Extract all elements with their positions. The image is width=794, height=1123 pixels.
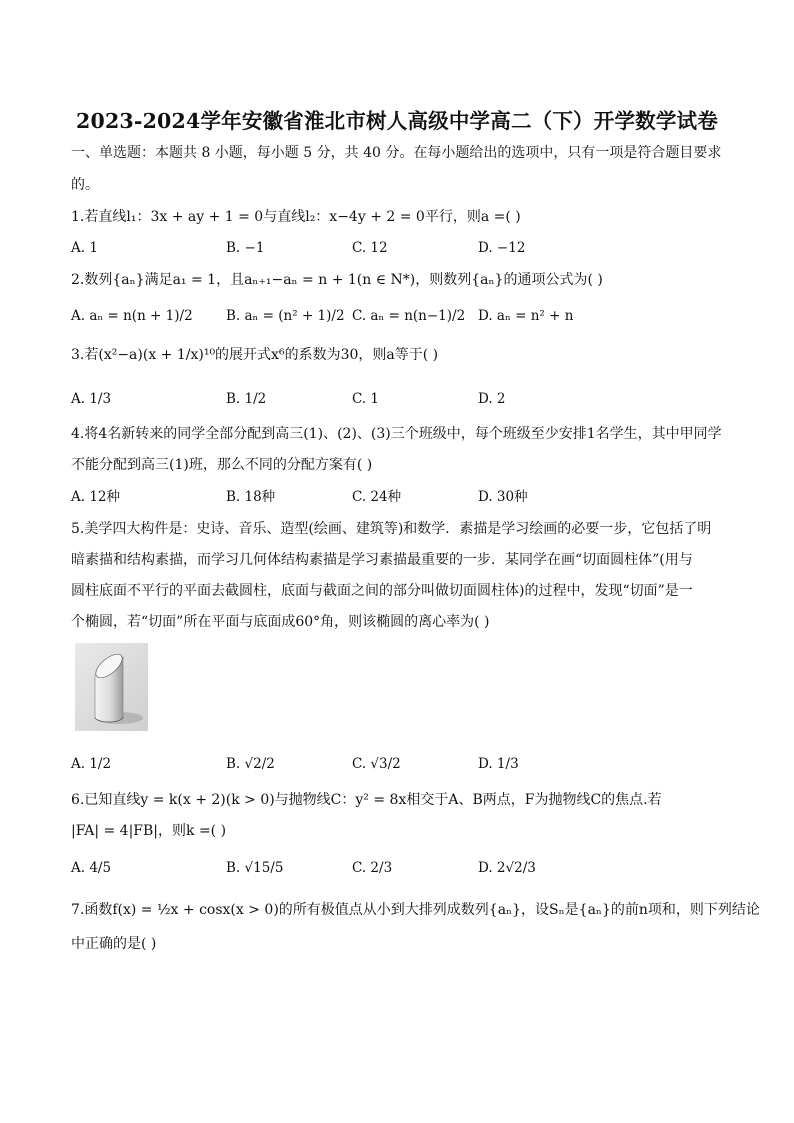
question-1-stem: 1.若直线l₁：3x + ay + 1 = 0与直线l₂：x−4y + 2 = 0平行，则a =( ) (71, 209, 521, 225)
q3-option-b: B. 1/2 (226, 391, 267, 407)
question-3-stem: 3.若(x²−a)(x + 1/x)¹⁰的展开式x⁶的系数为30，则a等于( ) (71, 347, 439, 363)
question-5-stem-3: 圆柱底面不平行的平面去截圆柱，底面与截面之间的部分叫做切面圆柱体)的过程中，发现“切面”是一 (71, 583, 693, 599)
q6-option-b: B. √15/5 (226, 860, 284, 876)
cut-cylinder-sketch (75, 643, 148, 731)
q3-option-a: A. 1/3 (71, 391, 112, 407)
q5-option-b: B. √2/2 (226, 756, 275, 772)
question-2-stem: 2.数列{aₙ}满足a₁ = 1，且aₙ₊₁−aₙ = n + 1(n ∈ N*)，则数列{aₙ}的通项公式为( ) (71, 272, 603, 288)
question-4-stem-cont: 不能分配到高三(1)班，那么不同的分配方案有( ) (71, 457, 373, 473)
q4-option-c: C. 24种 (352, 489, 402, 505)
section-heading: 一、单选题：本题共 8 小题，每小题 5 分，共 40 分。在每小题给出的选项中，只有一项是符合题目要求 (71, 145, 722, 161)
question-5-stem-2: 暗素描和结构素描，而学习几何体结构素描是学习素描最重要的一步．某同学在画“切面圆柱体”(用与 (71, 552, 693, 568)
q3-option-c: C. 1 (352, 391, 380, 407)
q5-option-c: C. √3/2 (352, 756, 401, 772)
q1-option-b: B. −1 (226, 240, 265, 256)
q6-option-c: C. 2/3 (352, 860, 393, 876)
q5-option-d: D. 1/3 (478, 756, 519, 772)
q4-option-a: A. 12种 (71, 489, 121, 505)
q2-option-b: B. aₙ = (n² + 1)/2 (226, 308, 345, 324)
question-6-stem-cont: |FA| = 4|FB|，则k =( ) (71, 823, 227, 839)
question-5-stem-4: 个椭圆，若“切面”所在平面与底面成60°角，则该椭圆的离心率为( ) (71, 614, 490, 630)
q1-option-d: D. −12 (478, 240, 526, 256)
q3-option-d: D. 2 (478, 391, 506, 407)
question-7-stem-cont: 中正确的是( ) (71, 936, 157, 952)
question-4-stem: 4.将4名新转来的同学全部分配到高三(1)、(2)、(3)三个班级中，每个班级至少安排1名学生，其中甲同学 (71, 426, 722, 442)
section-heading-cont: 的。 (71, 177, 99, 193)
q6-option-a: A. 4/5 (71, 860, 112, 876)
q2-option-a: A. aₙ = n(n + 1)/2 (71, 308, 193, 324)
question-5-stem: 5.美学四大构件是：史诗、音乐、造型(绘画、建筑等)和数学．素描是学习绘画的必要一步，它包括了明 (71, 521, 712, 537)
q6-option-d: D. 2√2/3 (478, 860, 536, 876)
q5-option-a: A. 1/2 (71, 756, 112, 772)
q2-option-c: C. aₙ = n(n−1)/2 (352, 308, 466, 324)
q1-option-c: C. 12 (352, 240, 388, 256)
exam-title: 2023-2024学年安徽省淮北市树人高级中学高二（下）开学数学试卷 (76, 109, 718, 133)
question-6-stem: 6.已知直线y = k(x + 2)(k > 0)与抛物线C：y² = 8x相交于A、B两点，F为抛物线C的焦点.若 (71, 792, 662, 808)
q4-option-d: D. 30种 (478, 489, 528, 505)
question-7-stem: 7.函数f(x) = ½x + cosx(x > 0)的所有极值点从小到大排列成数列{aₙ}，设Sₙ是{aₙ}的前n项和，则下列结论 (71, 902, 760, 918)
q2-option-d: D. aₙ = n² + n (478, 308, 574, 324)
q4-option-b: B. 18种 (226, 489, 276, 505)
q1-option-a: A. 1 (71, 240, 98, 256)
